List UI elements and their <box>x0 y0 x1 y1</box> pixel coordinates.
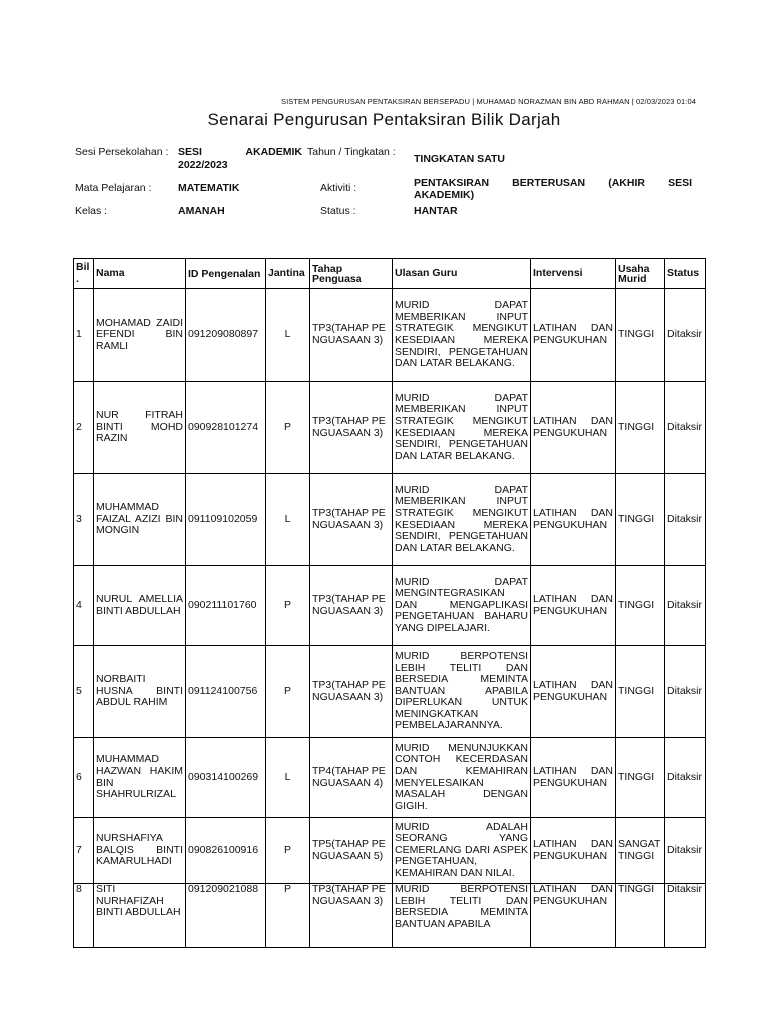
cell-intervensi: LATIHAN DAN PENGUKUHAN <box>531 474 616 566</box>
col-header-status: Status <box>665 259 706 289</box>
cell-id: 090826100916 <box>186 818 266 884</box>
cell-tahap: TP3(TAHAP PENGUASAAN 3) <box>310 566 393 646</box>
cell-tahap: TP5(TAHAP PENGUASAAN 5) <box>310 818 393 884</box>
table-header-row <box>74 259 706 289</box>
cell-id: 090211101760 <box>186 566 266 646</box>
cell-nama: MUHAMMAD HAZWAN HAKIM BIN SHAHRULRIZAL <box>94 738 186 818</box>
table-row <box>74 884 706 948</box>
cell-ulasan: MURID DAPAT MENGINTEGRASIKAN DAN MENGAPLIKASI PENGETAHUAN BAHARU YANG DIPELAJARI. <box>393 566 531 646</box>
cell-nama: MUHAMMAD FAIZAL AZIZI BIN MONGIN <box>94 474 186 566</box>
aktiviti-label: Aktiviti : <box>320 182 357 194</box>
cell-ulasan: MURID BERPOTENSI LEBIH TELITI DAN BERSEDIA MEMINTA BANTUAN APABILA <box>393 884 531 948</box>
col-header-intervensi: Intervensi <box>531 259 616 289</box>
cell-intervensi: LATIHAN DAN PENGUKUHAN <box>531 818 616 884</box>
col-header-nama: Nama <box>94 259 186 289</box>
sesi-value-2: 2022/2023 <box>178 159 228 171</box>
cell-nama: SITI NURHAFIZAH BINTI ABDULLAH <box>94 884 186 948</box>
cell-bil: 1 <box>74 289 94 382</box>
table-row <box>74 474 706 566</box>
cell-ulasan: MURID DAPAT MEMBERIKAN INPUT STRATEGIK MENGIKUT KESEDIAAN MEREKA SENDIRI, PENGETAHUAN DAN LATAR BELAKANG. <box>393 289 531 382</box>
table-row <box>74 646 706 738</box>
cell-ulasan: MURID BERPOTENSI LEBIH TELITI DAN BERSEDIA MEMINTA BANTUAN APABILA DIPERLUKAN UNTUK MENINGKATKAN PEMBELAJARANNYA. <box>393 646 531 738</box>
table-row <box>74 738 706 818</box>
tahun-value: TINGKATAN SATU <box>414 153 505 165</box>
cell-intervensi: LATIHAN DAN PENGUKUHAN <box>531 646 616 738</box>
assessment-table <box>73 258 706 948</box>
cell-tahap: TP3(TAHAP PENGUASAAN 3) <box>310 382 393 474</box>
cell-jantina: L <box>266 289 310 382</box>
cell-ulasan: MURID DAPAT MEMBERIKAN INPUT STRATEGIK MENGIKUT KESEDIAAN MEREKA SENDIRI, PENGETAHUAN DAN LATAR BELAKANG. <box>393 474 531 566</box>
cell-status: Ditaksir <box>665 738 706 818</box>
cell-status: Ditaksir <box>665 566 706 646</box>
cell-jantina: P <box>266 818 310 884</box>
cell-nama: NORBAITI HUSNA BINTI ABDUL RAHIM <box>94 646 186 738</box>
page-title: Senarai Pengurusan Pentaksiran Bilik Darjah <box>207 110 561 129</box>
col-header-jantina: Jantina <box>266 259 310 289</box>
cell-id: 091209080897 <box>186 289 266 382</box>
cell-usaha: TINGGI <box>616 738 665 818</box>
col-header-usaha: Usaha Murid <box>616 259 665 289</box>
cell-tahap: TP4(TAHAP PENGUASAAN 4) <box>310 738 393 818</box>
cell-ulasan: MURID DAPAT MEMBERIKAN INPUT STRATEGIK MENGIKUT KESEDIAAN MEREKA SENDIRI, PENGETAHUAN DAN LATAR BELAKANG. <box>393 382 531 474</box>
cell-jantina: L <box>266 738 310 818</box>
header-line: SISTEM PENGURUSAN PENTAKSIRAN BERSEPADU | MUHAMAD NORAZMAN BIN ABD RAHMAN | 02/03/2023 01:04 <box>280 97 696 106</box>
cell-nama: NUR FITRAH BINTI MOHD RAZIN <box>94 382 186 474</box>
cell-jantina: P <box>266 566 310 646</box>
cell-id: 091109102059 <box>186 474 266 566</box>
cell-jantina: P <box>266 382 310 474</box>
cell-status: Ditaksir <box>665 818 706 884</box>
cell-status: Ditaksir <box>665 474 706 566</box>
table-row <box>74 289 706 382</box>
table-row <box>74 818 706 884</box>
cell-usaha: TINGGI <box>616 566 665 646</box>
cell-bil: 5 <box>74 646 94 738</box>
col-header-ulasan: Ulasan Guru <box>393 259 531 289</box>
cell-tahap: TP3(TAHAP PENGUASAAN 3) <box>310 884 393 948</box>
cell-status: Ditaksir <box>665 884 706 948</box>
cell-intervensi: LATIHAN DAN PENGUKUHAN <box>531 738 616 818</box>
cell-jantina: P <box>266 884 310 948</box>
cell-id: 090314100269 <box>186 738 266 818</box>
col-header-tahap: Tahap Penguasa <box>310 259 393 289</box>
cell-bil: 6 <box>74 738 94 818</box>
cell-tahap: TP3(TAHAP PENGUASAAN 3) <box>310 646 393 738</box>
cell-usaha: TINGGI <box>616 382 665 474</box>
cell-id: 091124100756 <box>186 646 266 738</box>
col-header-id: ID Pengenalan <box>186 259 266 289</box>
sesi-label: Sesi Persekolahan : <box>75 146 169 158</box>
cell-ulasan: MURID MENUNJUKKAN CONTOH KECERDASAN DAN KEMAHIRAN MENYELESAIKAN MASALAH DENGAN GIGIH. <box>393 738 531 818</box>
kelas-value: AMANAH <box>178 205 225 217</box>
cell-intervensi: LATIHAN DAN PENGUKUHAN <box>531 884 616 948</box>
cell-jantina: L <box>266 474 310 566</box>
sesi-value-1: SESI AKADEMIK <box>178 146 302 158</box>
cell-intervensi: LATIHAN DAN PENGUKUHAN <box>531 566 616 646</box>
col-header-bil: Bil. <box>74 259 94 289</box>
cell-status: Ditaksir <box>665 382 706 474</box>
mapel-label: Mata Pelajaran : <box>75 182 152 194</box>
cell-usaha: TINGGI <box>616 884 665 948</box>
cell-usaha: SANGAT TINGGI <box>616 818 665 884</box>
cell-nama: MOHAMAD ZAIDI EFENDI BIN RAMLI <box>94 289 186 382</box>
cell-ulasan: MURID ADALAH SEORANG YANG CEMERLANG DARI ASPEK PENGETAHUAN, KEMAHIRAN DAN NILAI. <box>393 818 531 884</box>
cell-tahap: TP3(TAHAP PENGUASAAN 3) <box>310 289 393 382</box>
cell-usaha: TINGGI <box>616 646 665 738</box>
aktiviti-value: PENTAKSIRAN BERTERUSAN (AKHIR SESI AKADEMIK) <box>414 177 692 201</box>
cell-id: 091209021088 <box>186 884 266 948</box>
cell-status: Ditaksir <box>665 646 706 738</box>
cell-nama: NURUL AMELLIA BINTI ABDULLAH <box>94 566 186 646</box>
cell-bil: 8 <box>74 884 94 948</box>
kelas-label: Kelas : <box>75 205 108 217</box>
status-label: Status : <box>320 205 356 217</box>
tahun-label: Tahun / Tingkatan : <box>307 146 396 158</box>
cell-tahap: TP3(TAHAP PENGUASAAN 3) <box>310 474 393 566</box>
cell-bil: 2 <box>74 382 94 474</box>
table-row <box>74 382 706 474</box>
cell-bil: 7 <box>74 818 94 884</box>
cell-id: 090928101274 <box>186 382 266 474</box>
cell-intervensi: LATIHAN DAN PENGUKUHAN <box>531 382 616 474</box>
cell-status: Ditaksir <box>665 289 706 382</box>
cell-usaha: TINGGI <box>616 289 665 382</box>
mapel-value: MATEMATIK <box>178 182 240 194</box>
cell-usaha: TINGGI <box>616 474 665 566</box>
cell-bil: 3 <box>74 474 94 566</box>
status-value: HANTAR <box>414 205 458 217</box>
cell-jantina: P <box>266 646 310 738</box>
cell-intervensi: LATIHAN DAN PENGUKUHAN <box>531 289 616 382</box>
table-row <box>74 566 706 646</box>
cell-nama: NURSHAFIYA BALQIS BINTI KAMARULHADI <box>94 818 186 884</box>
cell-bil: 4 <box>74 566 94 646</box>
